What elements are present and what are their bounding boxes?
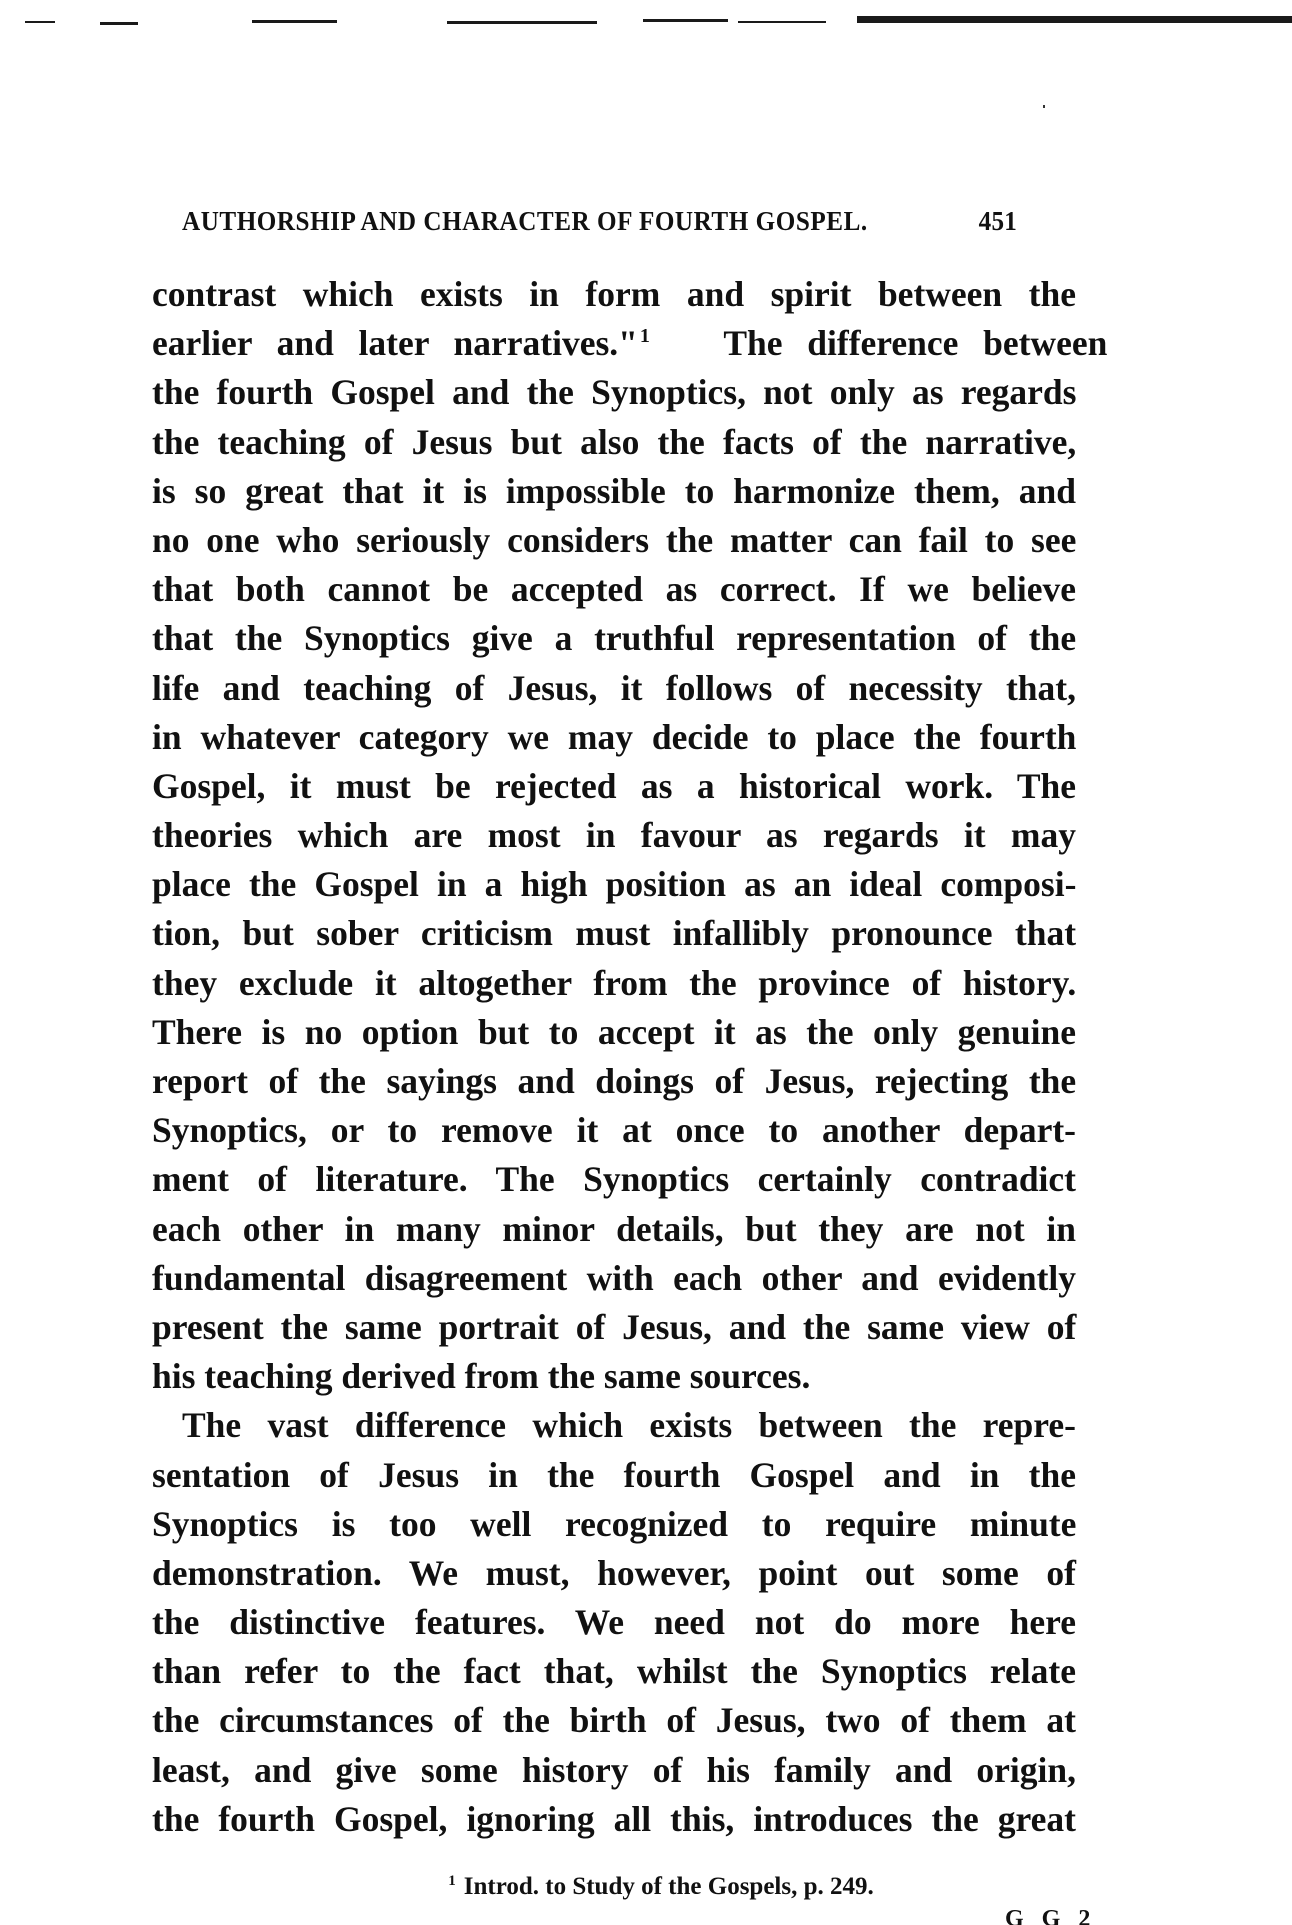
text-line-with-footnote: [152, 319, 1108, 368]
footnote-marker: 1: [448, 1872, 456, 1889]
text-line: life and teaching of Jesus, it follows of necessity that,: [152, 667, 1076, 708]
footnote-reference[interactable]: 1: [639, 325, 650, 348]
text-line: than refer to the fact that, whilst the Synoptics relate: [152, 1651, 1076, 1692]
text-line: fundamental disagreement with each other and evidently: [152, 1257, 1076, 1298]
text-line: theories which are most in favour as regards it may: [152, 815, 1077, 856]
body-text: [152, 270, 1108, 1844]
running-head: [182, 206, 1017, 237]
text-line: report of the sayings and doings of Jesus, rejecting the: [152, 1061, 1077, 1101]
text-line: the distinctive features. We need not do more here: [152, 1602, 1076, 1643]
text-line: in whatever category we may decide to place the fourth: [152, 716, 1077, 757]
text-line: is so great that it is impossible to harmonize them, and: [152, 470, 1076, 511]
text-line: Synoptics is too well recognized to require minute: [152, 1503, 1077, 1544]
page-number: 451: [978, 206, 1018, 236]
text-line: the fourth Gospel and the Synoptics, not only as regards: [152, 372, 1077, 413]
text-line: his teaching derived from the same sources.: [152, 1356, 811, 1397]
text-line-segment: The difference between: [723, 323, 1108, 364]
text-line-segment: earlier and later narratives.": [152, 323, 638, 364]
text-line: each other in many minor details, but they are not in: [152, 1208, 1076, 1249]
running-head-title: AUTHORSHIP AND CHARACTER OF FOURTH GOSPEL.: [182, 206, 868, 236]
paragraph-1: [152, 270, 1108, 1401]
footnote-text: Introd. to Study of the Gospels, p. 249.: [463, 1873, 874, 1900]
text-line: that both cannot be accepted as correct. If we believe: [152, 569, 1076, 610]
signature-mark: G G 2: [1005, 1906, 1097, 1925]
scan-edge-artifact: [0, 0, 1292, 40]
paragraph-2: [152, 1401, 1076, 1844]
text-line: the fourth Gospel, ignoring all this, introduces the great: [152, 1798, 1076, 1839]
text-line: demonstration. We must, however, point out some of: [152, 1552, 1076, 1593]
text-line: ment of literature. The Synoptics certainly contradict: [152, 1159, 1076, 1200]
text-line: Synoptics, or to remove it at once to another depart-: [152, 1110, 1076, 1151]
scan-speck: [1043, 105, 1045, 108]
text-line: no one who seriously considers the matter can fail to see: [152, 519, 1077, 560]
text-line: present the same portrait of Jesus, and the same view of: [152, 1306, 1077, 1347]
text-line: they exclude it altogether from the province of history.: [152, 962, 1077, 1003]
text-line: There is no option but to accept it as the only genuine: [152, 1011, 1077, 1052]
text-line: place the Gospel in a high position as an ideal composi-: [152, 864, 1077, 905]
text-line: contrast which exists in form and spirit between the: [152, 274, 1076, 314]
text-line: the circumstances of the birth of Jesus, two of them at: [152, 1700, 1076, 1741]
footnote: [0, 1873, 1292, 1901]
text-line: that the Synoptics give a truthful representation of the: [152, 618, 1077, 659]
text-line: The vast difference which exists between the repre-: [182, 1405, 1076, 1446]
text-line: least, and give some history of his family and origin,: [152, 1749, 1076, 1790]
text-line: the teaching of Jesus but also the facts of the narrative,: [152, 421, 1077, 462]
text-line: sentation of Jesus in the fourth Gospel and in the: [152, 1454, 1076, 1495]
text-line: tion, but sober criticism must infallibly pronounce that: [152, 913, 1077, 954]
text-line: Gospel, it must be rejected as a historical work. The: [152, 765, 1076, 806]
